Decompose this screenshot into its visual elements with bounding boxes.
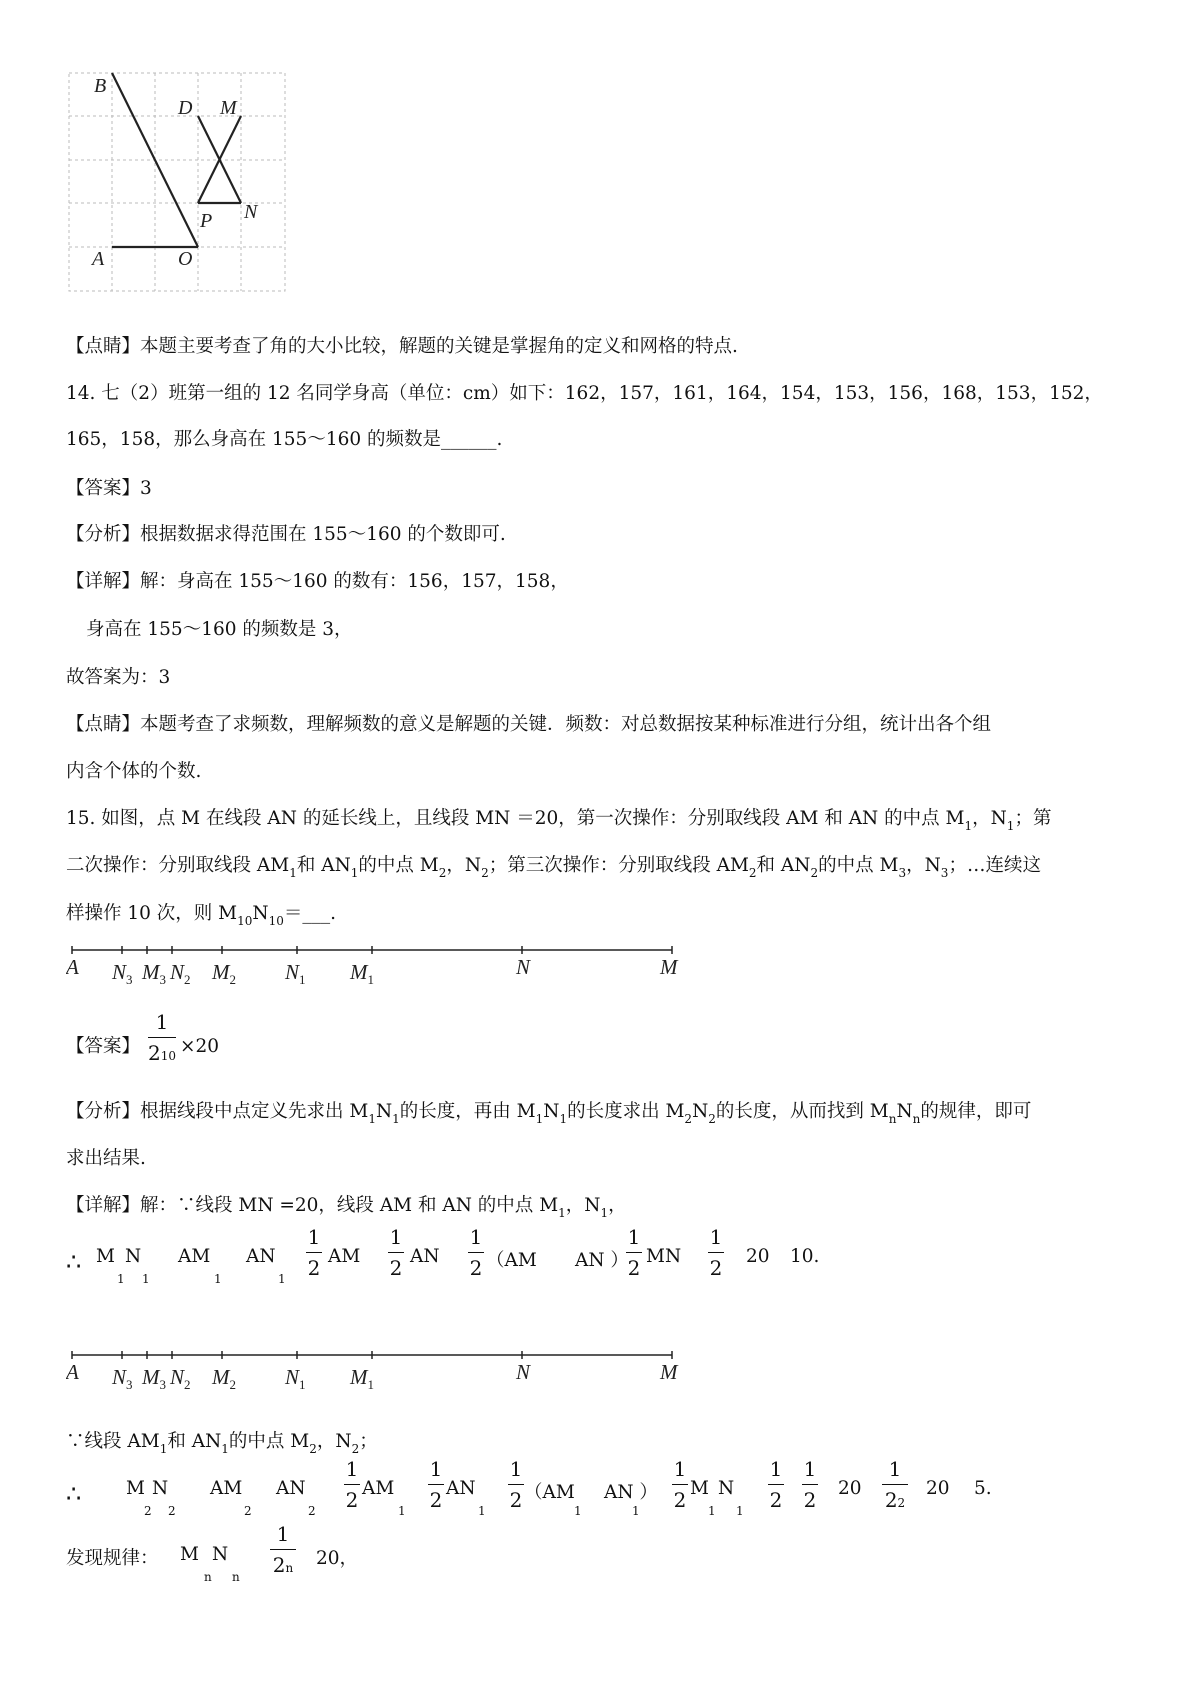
label-A: A bbox=[92, 248, 105, 270]
q15-analysis2: 求出结果. bbox=[66, 1148, 146, 1169]
grid-angle-figure bbox=[68, 72, 288, 294]
seg2-M3: $M_3$ bbox=[142, 1365, 166, 1392]
seg2-M: M bbox=[660, 1360, 678, 1384]
seg2-N3: $N_3$ bbox=[112, 1365, 133, 1392]
label-D: D bbox=[178, 97, 193, 119]
seg1-N3: $N_3$ bbox=[112, 960, 133, 987]
q15-step2: ∵线段 $AM_1$和 $AN_1$的中点 $M_2$，$N_2$； bbox=[66, 1431, 378, 1456]
document-page: B D M P N A O 【点睛】本题主要考查了角的大小比较，解题的关键是掌握角的定义和网格的特点. 14. 七（2）班第一组的 12 名同学身高（单位：cm）如下：162，157，161，164，154，153，156，168，153，152， 165，158，那么身高在 155～160 的频数是______. 【答案】3 【分析】根据数据求得范围在 155～160 的个数即可. 【详解】解：身高在 155～160 的数有：156，157，158， 身高在 155～160 的频数是 3， 故答案为：3 【点睛】本题考查了求频数，理解频数的意义是解题的关键．频数：对总数据按某种标准进行分组，统计出各个组 内含个体的个数. 15. 如图，点 M 在线段 AN 的延长线上，且线段 MN ＝20，第一次操作：分别取线段 AM 和 AN 的中点 $M_1$，$N_1$；第 二次操作：分别取线段 $AM_1$和 $AN_1$的中点 $M_2$，$N_2$；第三次操作：分别取线段 $AM_2$和 $AN_2$的中点 $M_3$，$N_3$；…连续这 样操作 10 次，则 $M_{10}N_{10}=\_\_\_$. A $N_3$ $M_3$ $N_2$ $M_2$ $N_1$ $M_1$ N M 【答案】 1 210 ×20 【分析】根据线段中点定义先求出 $M_1N_1$的长度，再由 $M_1N_1$的长度求出 $M_2N_2$的长度，从而找到 $M_nN_n$的规律，即可 求出结果. 【详解】解：∵线段 MN =20，线段 AM 和 AN 的中点 $M_1$，$N_1$， ∴ M 1 N 1 AM 1 AN 1 1 2 AM 1 2 AN 1 2 （AM AN ） 1 2 MN 1 2 20 10. A $N_3$ $M_3$ $N_2$ $M_2$ $N_1$ $M_1$ N M ∵线段 $AM_1$和 $AN_1$的中点 $M_2$，$N_2$； ∴ M 2 N 2 AM 2 AN 2 1 2 AM 1 1 2 AN 1 1 2 （AM 1 AN ） 1 1 2 M 1 N 1 1 2 1 2 20 1 22 20 5. 发现规律： M n N n 1 2n 20， bbox=[0, 0, 1191, 1684]
q15-detail1: 【详解】解：∵线段 MN =20，线段 AM 和 AN 的中点 $M_1$，$N_1$， bbox=[66, 1195, 627, 1220]
label-B: B bbox=[94, 75, 107, 97]
q15-answer-tail: ×20 bbox=[180, 1036, 220, 1057]
seg1-M1: $M_1$ bbox=[350, 960, 374, 987]
segment-diagram-2 bbox=[66, 1350, 686, 1412]
seg2-N1: $N_1$ bbox=[285, 1365, 306, 1392]
q14-detail1: 【详解】解：身高在 155～160 的数有：156，157，158， bbox=[66, 571, 569, 592]
seg2-M1: $M_1$ bbox=[350, 1365, 374, 1392]
segment-diagram-1 bbox=[66, 945, 686, 1007]
q14-detail2: 身高在 155～160 的频数是 3， bbox=[86, 619, 353, 640]
q15-answer-label: 【答案】 bbox=[66, 1036, 141, 1057]
q14-line2: 165，158，那么身高在 155～160 的频数是______. bbox=[66, 429, 503, 450]
label-O: O bbox=[178, 248, 193, 270]
q14-answer: 【答案】3 bbox=[66, 478, 152, 499]
q15-line3: 样操作 10 次，则 $M_{10}N_{10}=\_\_\_$. bbox=[66, 903, 337, 928]
q14-analysis: 【分析】根据数据求得范围在 155～160 的个数即可. bbox=[66, 524, 506, 545]
label-N: N bbox=[244, 201, 258, 223]
q15-answer-fraction: 1 210 bbox=[148, 1010, 177, 1065]
q14-conclusion: 故答案为：3 bbox=[66, 667, 171, 688]
q14-line1: 14. 七（2）班第一组的 12 名同学身高（单位：cm）如下：162，157，161，164，154，153，156，168，153，152， bbox=[66, 383, 1103, 404]
seg1-M3: $M_3$ bbox=[142, 960, 166, 987]
seg1-N2: $N_2$ bbox=[170, 960, 191, 987]
p13-note: 【点睛】本题主要考查了角的大小比较，解题的关键是掌握角的定义和网格的特点. bbox=[66, 336, 738, 357]
seg2-N: N bbox=[516, 1360, 531, 1384]
label-M: M bbox=[220, 97, 237, 119]
seg1-M2: $M_2$ bbox=[212, 960, 236, 987]
q15-analysis1: 【分析】根据线段中点定义先求出 $M_1N_1$的长度，再由 $M_1N_1$的长度求出 $M_2N_2$的长度，从而找到 $M_nN_n$的规律，即可 bbox=[66, 1101, 1032, 1126]
seg1-N: N bbox=[516, 955, 531, 979]
seg2-M2: $M_2$ bbox=[212, 1365, 236, 1392]
q15-line1: 15. 如图，点 M 在线段 AN 的延长线上，且线段 MN ＝20，第一次操作：分别取线段 AM 和 AN 的中点 $M_1$，$N_1$；第 bbox=[66, 808, 1052, 833]
seg2-A: A bbox=[66, 1360, 79, 1384]
q14-note1: 【点睛】本题考查了求频数，理解频数的意义是解题的关键．频数：对总数据按某种标准进行分组，统计出各个组 bbox=[66, 714, 992, 735]
label-P: P bbox=[200, 210, 213, 232]
seg1-N1: $N_1$ bbox=[285, 960, 306, 987]
seg2-N2: $N_2$ bbox=[170, 1365, 191, 1392]
seg1-A: A bbox=[66, 955, 79, 979]
q15-line2: 二次操作：分别取线段 $AM_1$和 $AN_1$的中点 $M_2$，$N_2$；第三次操作：分别取线段 $AM_2$和 $AN_2$的中点 $M_3$，$N_3$；…连续这 bbox=[66, 855, 1041, 880]
seg1-M: M bbox=[660, 955, 678, 979]
q14-note2: 内含个体的个数. bbox=[66, 761, 202, 782]
